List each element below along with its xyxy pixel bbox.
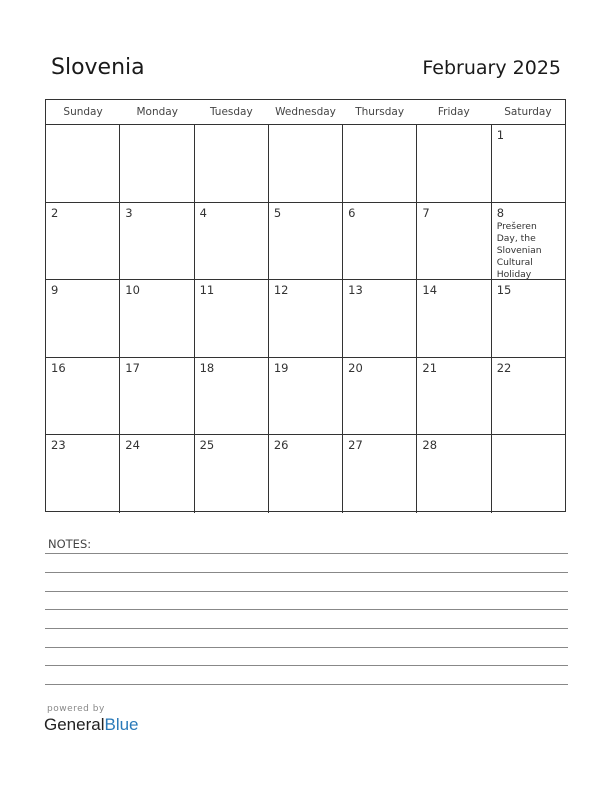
week-row (46, 203, 565, 281)
day-cell (120, 125, 194, 202)
note-line (45, 665, 568, 666)
day-cell (269, 203, 343, 280)
day-number: 24 (125, 438, 140, 452)
holiday-label: Prešeren Day, the Slovenian Cultural Holiday (496, 220, 542, 281)
day-cell (343, 280, 417, 357)
day-number: 14 (422, 283, 438, 297)
day-cell (417, 435, 491, 513)
day-number: 7 (422, 205, 430, 220)
day-cell (417, 203, 491, 280)
day-cell (46, 125, 120, 202)
note-line (45, 647, 568, 648)
weekday-tuesday: Tuesday (209, 106, 253, 118)
day-cell (195, 125, 269, 202)
note-line (45, 591, 568, 592)
day-number: 28 (422, 438, 438, 452)
day-number: 21 (422, 360, 438, 375)
generalblue-logo (44, 704, 139, 735)
month-year-title: February 2025 (422, 57, 561, 79)
day-cell (46, 435, 120, 513)
day-number: 2 (51, 205, 59, 220)
day-number: 3 (125, 205, 133, 220)
country-title: Slovenia (51, 55, 145, 80)
day-number: 17 (125, 360, 140, 375)
day-number: 10 (125, 283, 140, 297)
day-number: 18 (199, 360, 215, 375)
calendar-grid (45, 99, 566, 512)
weekday-wednesday: Wednesday (275, 106, 336, 118)
day-number: 13 (348, 283, 363, 297)
day-cell (417, 125, 491, 202)
day-cell (343, 435, 417, 513)
day-number: 8 (496, 205, 505, 220)
brand-name-blue: Blue (104, 715, 139, 734)
week-row (46, 280, 565, 358)
day-cell (492, 358, 565, 435)
notes-label: NOTES: (48, 537, 92, 551)
day-number: 4 (199, 205, 207, 220)
day-cell (195, 203, 269, 280)
day-cell (492, 203, 565, 280)
day-cell (269, 435, 343, 513)
day-number: 12 (273, 283, 289, 297)
day-cell (492, 435, 565, 513)
day-cell (120, 358, 194, 435)
day-cell (120, 203, 194, 280)
day-number: 22 (496, 360, 512, 375)
day-number: 5 (273, 205, 282, 220)
day-cell (120, 435, 194, 513)
day-number: 9 (51, 283, 59, 297)
day-cell (343, 203, 417, 280)
day-number: 25 (199, 438, 215, 452)
brand-name-general: General (44, 715, 105, 734)
day-cell (343, 125, 417, 202)
day-cell (46, 280, 120, 357)
powered-by-text: powered by (47, 704, 105, 714)
day-cell (195, 435, 269, 513)
note-line (45, 572, 568, 573)
week-row (46, 435, 565, 513)
day-cell (120, 280, 194, 357)
day-number: 19 (273, 360, 289, 375)
day-cell (46, 358, 120, 435)
day-cell (195, 280, 269, 357)
day-number: 16 (51, 360, 66, 375)
note-line (45, 628, 568, 629)
day-cell (417, 358, 491, 435)
day-cell (269, 125, 343, 202)
week-row (46, 125, 565, 203)
day-cell (417, 280, 491, 357)
day-number: 15 (496, 283, 512, 297)
weekday-thursday: Thursday (355, 106, 405, 118)
weekday-header-row (46, 100, 565, 125)
day-number: 1 (496, 128, 505, 142)
day-number: 6 (348, 205, 356, 220)
day-cell (492, 125, 565, 202)
day-cell (343, 358, 417, 435)
brand-name (44, 715, 139, 735)
day-cell (492, 280, 565, 357)
day-cell (195, 358, 269, 435)
note-line (45, 609, 568, 610)
day-number: 11 (199, 283, 215, 297)
weekday-friday: Friday (437, 106, 470, 118)
weekday-monday: Monday (136, 106, 178, 118)
day-cell (46, 203, 120, 280)
day-number: 20 (348, 360, 363, 375)
weekday-saturday: Saturday (504, 106, 552, 118)
day-number: 27 (348, 438, 363, 452)
day-number: 26 (273, 438, 289, 452)
day-cell (269, 358, 343, 435)
day-number: 23 (51, 438, 66, 452)
note-line (45, 684, 568, 685)
note-line (45, 553, 568, 554)
weekday-sunday: Sunday (63, 106, 103, 118)
day-cell (269, 280, 343, 357)
week-row (46, 358, 565, 436)
